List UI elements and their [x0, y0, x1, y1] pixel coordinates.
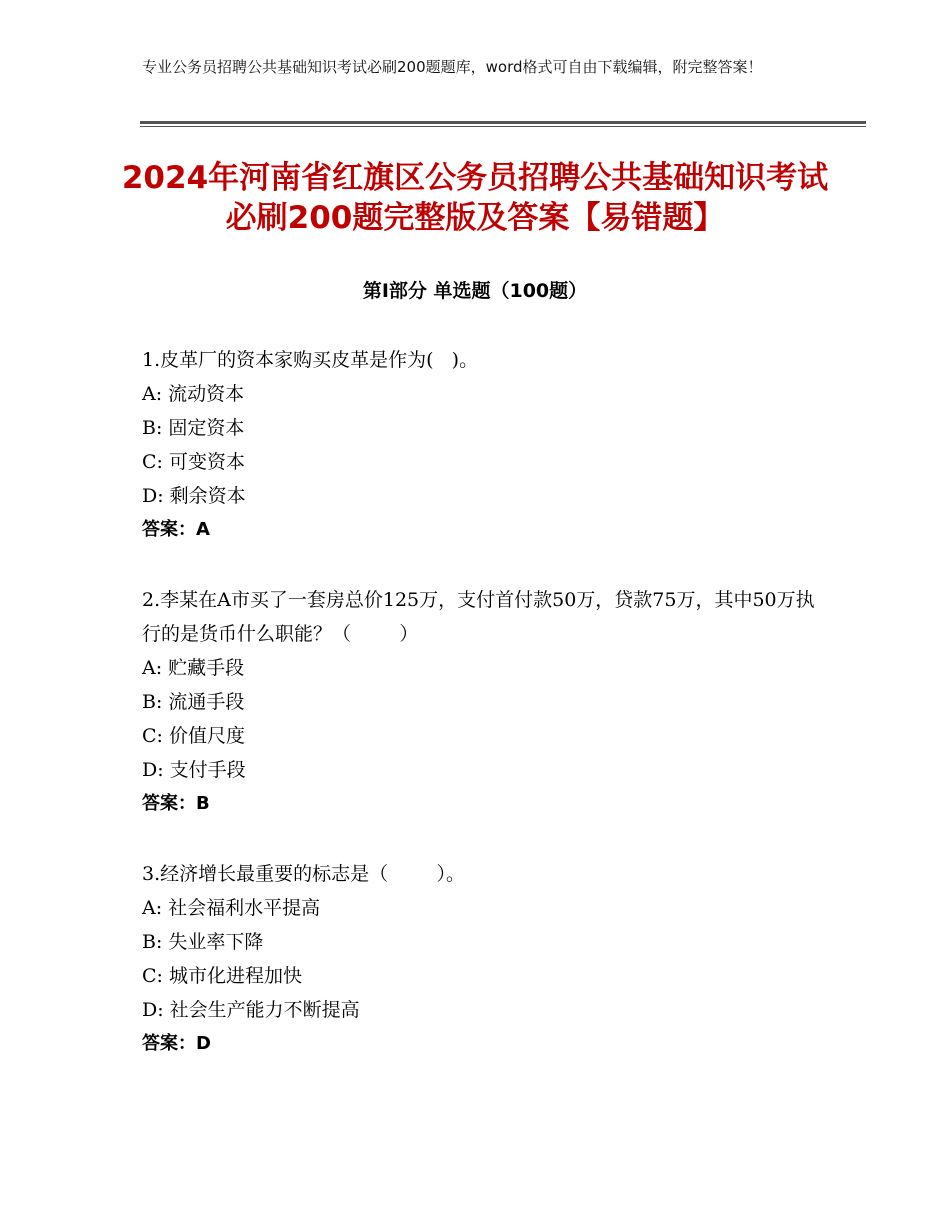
- document-title: 2024年河南省红旗区公务员招聘公共基础知识考试必刷200题完整版及答案【易错题】: [121, 160, 829, 236]
- header-divider-thin: [140, 126, 866, 127]
- header-note: 专业公务员招聘公共基础知识考试必刷200题题库，word格式可自由下载编辑，附完整答案！: [142, 58, 763, 76]
- answer: 答案：D: [142, 1033, 211, 1054]
- answer: 答案：B: [142, 793, 210, 814]
- option-a: A: 流动资本: [142, 383, 245, 405]
- option-d: D: 社会生产能力不断提高: [142, 999, 360, 1021]
- answer: 答案：A: [142, 519, 210, 540]
- question-3: [142, 857, 822, 1061]
- option-c: C: 城市化进程加快: [142, 965, 302, 987]
- option-d: D: 剩余资本: [142, 485, 246, 507]
- option-b: B: 流通手段: [142, 691, 245, 713]
- option-b: B: 固定资本: [142, 417, 245, 439]
- header-divider-thick: [140, 121, 866, 124]
- question-1: [142, 343, 822, 547]
- question-stem: 3.经济增长最重要的标志是（ ）。: [142, 863, 465, 885]
- section-title: 第Ⅰ部分 单选题（100题）: [362, 280, 588, 302]
- option-c: C: 价值尺度: [142, 725, 245, 747]
- question-stem: 2.李某在A市买了一套房总价125万，支付首付款50万，贷款75万，其中50万执行的是货币什么职能？（ ）: [142, 589, 815, 645]
- option-c: C: 可变资本: [142, 451, 245, 473]
- option-d: D: 支付手段: [142, 759, 246, 781]
- question-2: [142, 583, 822, 821]
- question-list: [142, 343, 822, 1097]
- option-a: A: 贮藏手段: [142, 657, 245, 679]
- question-stem: 1.皮革厂的资本家购买皮革是作为( )。: [142, 349, 479, 371]
- option-a: A: 社会福利水平提高: [142, 897, 321, 919]
- option-b: B: 失业率下降: [142, 931, 264, 953]
